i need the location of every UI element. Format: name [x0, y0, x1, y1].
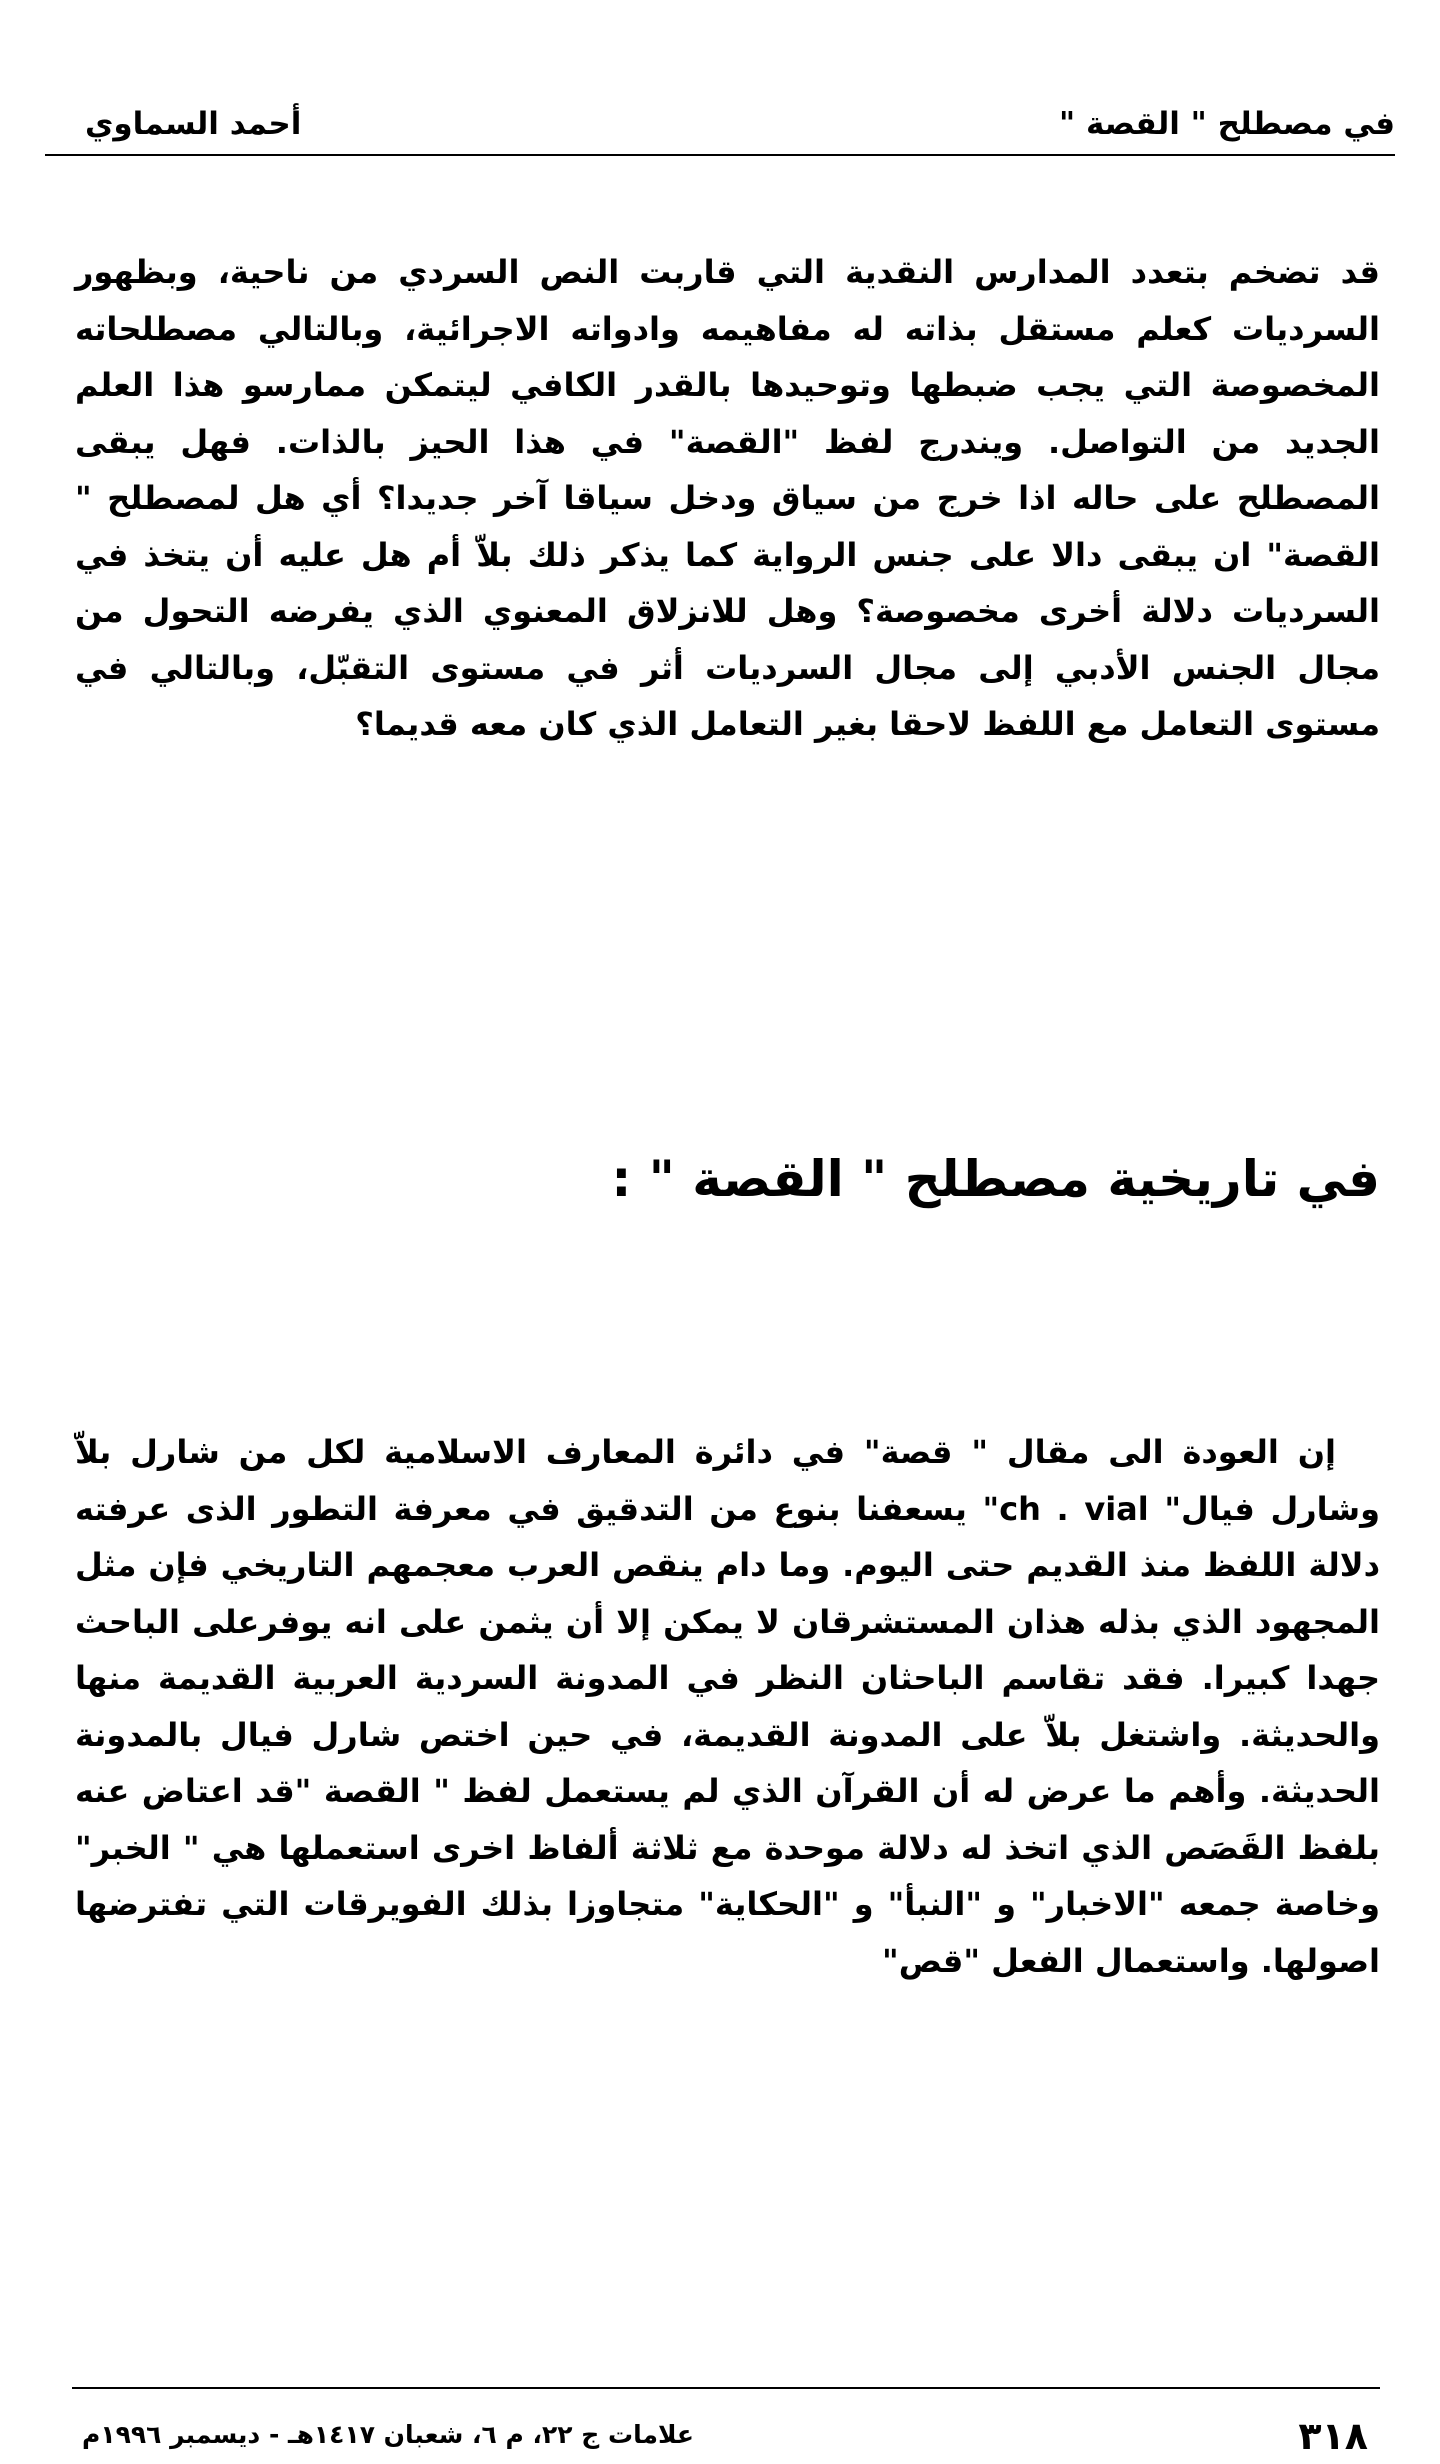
paragraph-1: قد تضخم بتعدد المدارس النقدية التي قاربت النص السردي من ناحية، وبظهور السرديات كعلم مستقل بذاته له مفاهيمه وادواته الاجرائية، وبالتالي مصطلحاته المخصوصة التي يجب ضبطها وتوحيدها بالقدر الكافي ليتمكن ممارسو هذا العلم الجديد من التواصل. ويندرج لفظ "القصة" في هذا الحيز بالذات. فهل يبقى المصطلح على حاله اذا خرج من سياق ودخل سياقا آخر جديدا؟ أي هل لمصطلح " القصة" ان يبقى دالا على جنس الرواية كما يذكر ذلك بلاّ أم هل عليه أن يتخذ في السرديات دلالة أخرى مخصوصة؟ وهل للانزلاق المعنوي الذي يفرضه التحول من مجال الجنس الأدبي إلى مجال السرديات أثر في مستوى التقبّل، وبالتالي في مستوى التعامل مع اللفظ لاحقا بغير التعامل الذي كان معه قديما؟ [75, 253, 1380, 743]
section-heading: في تاريخية مصطلح " القصة " : [611, 1150, 1380, 1208]
header-title: في مصطلح " القصة " [1059, 106, 1395, 142]
footer-rule [72, 2387, 1380, 2389]
journal-info: علامات ج ٢٢، م ٦، شعبان ١٤١٧هـ - ديسمبر ١٩٩٦م [82, 2420, 695, 2449]
running-header [45, 92, 1395, 156]
paragraph-2: إن العودة الى مقال " قصة" في دائرة المعارف الاسلامية لكل من شارل بلاّ وشارل فيال" ch . vial" يسعفنا بنوع من التدقيق في معرفة التطور الذى عرفته دلالة اللفظ منذ القديم حتى اليوم. وما دام ينقص العرب معجمهم التاريخي فإن مثل المجهود الذي بذله هذان المستشرقان لا يمكن إلا أن يثمن على انه يوفرعلى الباحث جهدا كبيرا. فقد تقاسم الباحثان النظر في المدونة السردية العربية القديمة منها والحديثة. واشتغل بلاّ على المدونة القديمة، في حين اختص شارل فيال بالمدونة الحديثة. وأهم ما عرض له أن القرآن الذي لم يستعمل لفظ " القصة "قد اعتاض عنه بلفظ القَصَص الذي اتخذ له دلالة موحدة مع ثلاثة ألفاظ اخرى استعملها هي " الخبر" وخاصة جمعه "الاخبار" و "النبأ" و "الحكاية" متجاوزا بذلك الفويرقات التي تفترضها اصولها. واستعمال الفعل "قص" [75, 1433, 1381, 1980]
header-author: أحمد السماوي [85, 106, 302, 142]
page-number: ٣١٨ [1298, 2414, 1368, 2458]
